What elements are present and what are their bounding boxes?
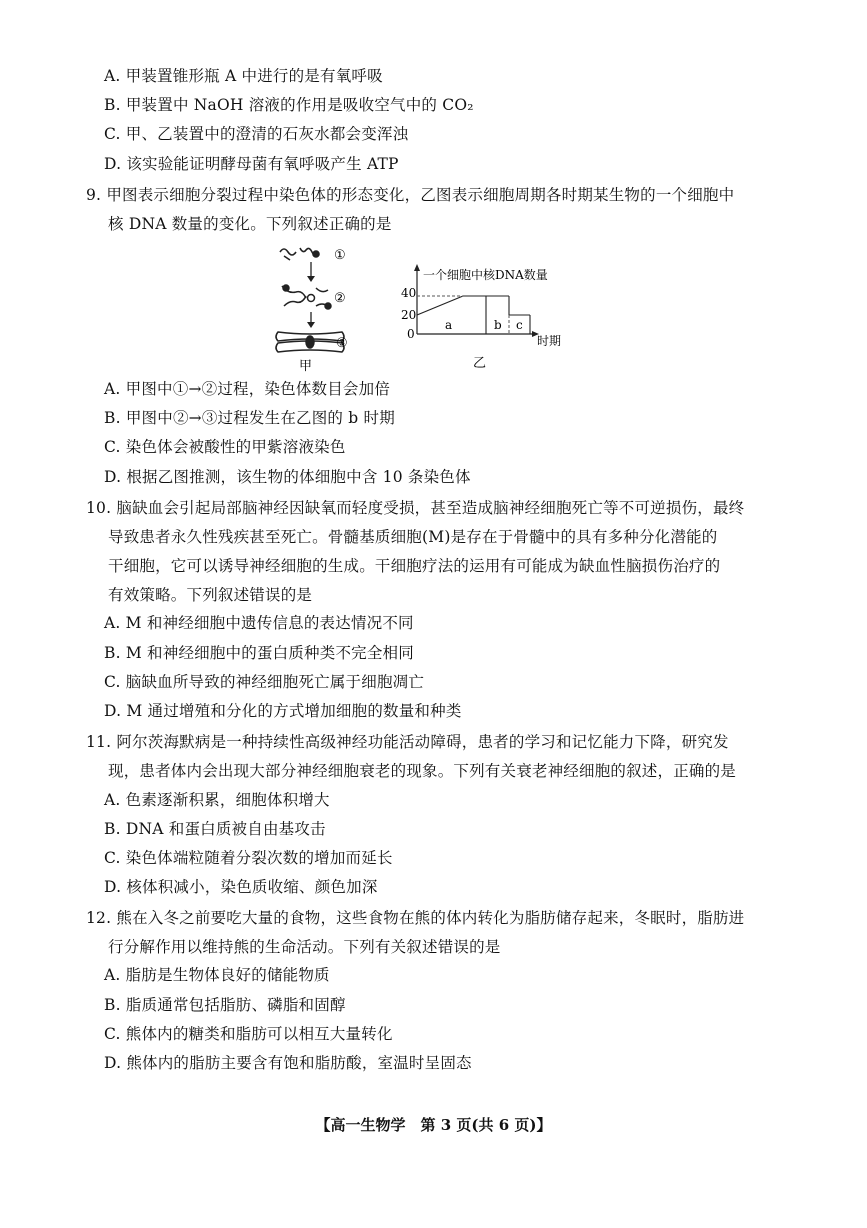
yi-segment-c: c bbox=[516, 318, 523, 332]
q9-stem-line-2: 核 DNA 数量的变化。下列叙述正确的是 bbox=[108, 215, 392, 233]
jia-caption: 甲 bbox=[299, 359, 313, 374]
q10-option-a: A. M 和神经细胞中遗传信息的表达情况不同 bbox=[104, 614, 414, 632]
q8-option-a: A. 甲装置锥形瓶 A 中进行的是有氧呼吸 bbox=[104, 67, 383, 85]
chromatin-loose-drawing bbox=[280, 248, 319, 260]
q10-option-d: D. M 通过增殖和分化的方式增加细胞的数量和种类 bbox=[104, 702, 462, 720]
yi-ytick-0: 0 bbox=[407, 327, 415, 341]
yi-xlabel: 时期 bbox=[537, 334, 562, 348]
q9-option-b: B. 甲图中②→③过程发生在乙图的 b 时期 bbox=[104, 409, 395, 427]
q10-stem-line-3: 干细胞，它可以诱导神经细胞的生成。干细胞疗法的运用有可能成为缺血性脑损伤治疗的 bbox=[108, 557, 721, 575]
q9-option-c: C. 染色体会被酸性的甲紫溶液染色 bbox=[104, 438, 346, 456]
q10-option-c: C. 脑缺血所导致的神经细胞死亡属于细胞凋亡 bbox=[104, 673, 425, 691]
q12-stem-line-2: 行分解作用以维持熊的生命活动。下列有关叙述错误的是 bbox=[108, 938, 501, 956]
jia-mark-2: ② bbox=[334, 291, 346, 306]
yi-ytick-40: 40 bbox=[401, 286, 417, 300]
chromatin-condensing-drawing bbox=[282, 285, 331, 309]
arrowhead-2-3 bbox=[307, 322, 315, 328]
yi-dna-curve bbox=[417, 296, 530, 334]
figure-yi bbox=[395, 262, 575, 372]
yi-y-arrowhead bbox=[414, 264, 420, 271]
q11-option-d: D. 核体积减小，染色质收缩、颜色加深 bbox=[104, 878, 378, 896]
q12-option-c: C. 熊体内的糖类和脂肪可以相互大量转化 bbox=[104, 1025, 393, 1043]
q8-option-c: C. 甲、乙装置中的澄清的石灰水都会变浑浊 bbox=[104, 125, 409, 143]
q12-stem-line-1: 12. 熊在入冬之前要吃大量的食物，这些食物在熊的体内转化为脂肪储存起来，冬眠时，脂肪进 bbox=[86, 909, 745, 927]
q10-stem-line-4: 有效策略。下列叙述错误的是 bbox=[108, 586, 313, 604]
yi-ytick-20: 20 bbox=[401, 308, 417, 322]
q11-stem-line-1: 11. 阿尔茨海默病是一种持续性高级神经功能活动障碍，患者的学习和记忆能力下降，研究发 bbox=[86, 733, 729, 751]
q9-option-a: A. 甲图中①→②过程，染色体数目会加倍 bbox=[104, 380, 391, 398]
q12-option-b: B. 脂质通常包括脂肪、磷脂和固醇 bbox=[104, 996, 346, 1014]
q11-option-a: A. 色素逐渐积累，细胞体积增大 bbox=[104, 791, 330, 809]
q8-option-d: D. 该实验能证明酵母菌有氧呼吸产生 ATP bbox=[104, 155, 399, 173]
yi-segment-b: b bbox=[494, 318, 502, 332]
q12-option-d: D. 熊体内的脂肪主要含有饱和脂肪酸，室温时呈固态 bbox=[104, 1054, 472, 1072]
arrowhead-1-2 bbox=[307, 276, 315, 282]
yi-segment-a: a bbox=[445, 318, 453, 332]
yi-caption: 乙 bbox=[473, 356, 487, 371]
figure-jia bbox=[270, 240, 360, 375]
chromosome-x-drawing bbox=[276, 332, 344, 352]
page-footer: 【高一生物学 第 3 页(共 6 页)】 bbox=[315, 1116, 552, 1134]
q9-option-d: D. 根据乙图推测，该生物的体细胞中含 10 条染色体 bbox=[104, 468, 471, 486]
yi-ylabel: 一个细胞中核DNA数量 bbox=[423, 268, 548, 282]
q10-stem-line-1: 10. 脑缺血会引起局部脑神经因缺氧而轻度受损，甚至造成脑神经细胞死亡等不可逆损伤，最终 bbox=[86, 499, 745, 517]
q10-option-b: B. M 和神经细胞中的蛋白质种类不完全相同 bbox=[104, 644, 414, 662]
q10-stem-line-2: 导致患者永久性残疾甚至死亡。骨髓基质细胞(M)是存在于骨髓中的具有多种分化潜能的 bbox=[108, 528, 718, 546]
q9-stem-line-1: 9. 甲图表示细胞分裂过程中染色体的形态变化，乙图表示细胞周期各时期某生物的一个细胞中 bbox=[86, 186, 735, 204]
q12-option-a: A. 脂肪是生物体良好的储能物质 bbox=[104, 966, 330, 984]
q11-option-b: B. DNA 和蛋白质被自由基攻击 bbox=[104, 820, 326, 838]
q11-option-c: C. 染色体端粒随着分裂次数的增加而延长 bbox=[104, 849, 393, 867]
jia-mark-3: ③ bbox=[336, 336, 348, 351]
q11-stem-line-2: 现，患者体内会出现大部分神经细胞衰老的现象。下列有关衰老神经细胞的叙述，正确的是 bbox=[108, 762, 737, 780]
jia-mark-1: ① bbox=[334, 248, 346, 263]
q8-option-b: B. 甲装置中 NaOH 溶液的作用是吸收空气中的 CO₂ bbox=[104, 96, 474, 114]
